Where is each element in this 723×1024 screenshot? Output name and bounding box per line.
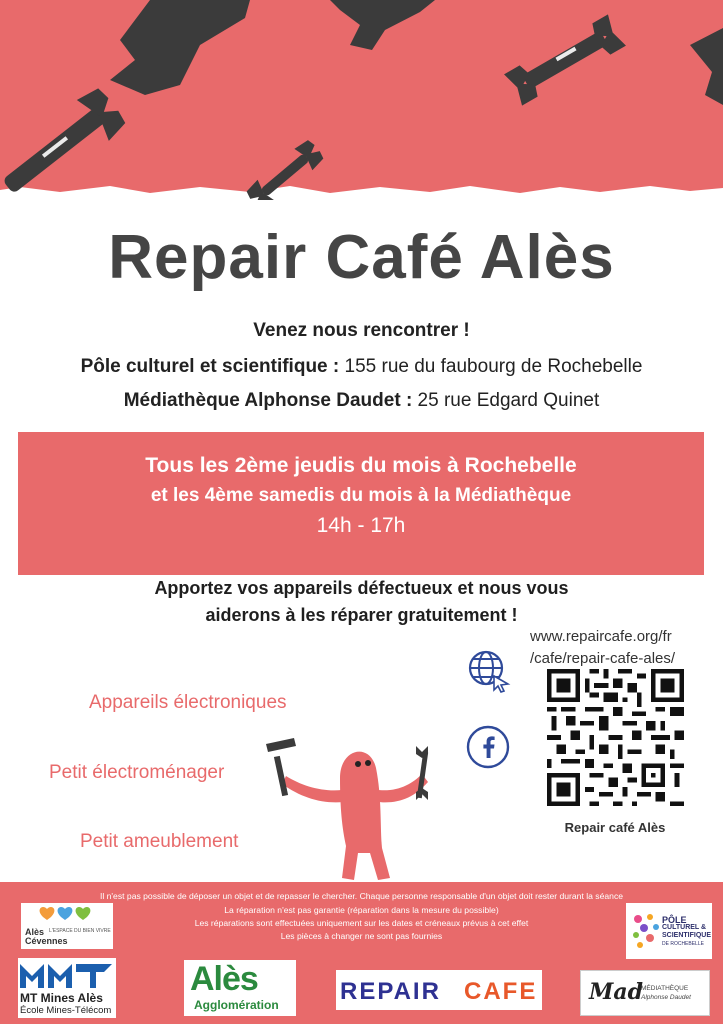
schedule-line-2: et les 4ème samedis du mois à la Médiathèque [150, 485, 572, 506]
address-pole-label: Pôle culturel et scientifique : [80, 356, 340, 377]
page-title: Repair Café Alès [108, 223, 615, 292]
intro-heading: Venez nous rencontrer ! [253, 320, 470, 341]
ales-agglo-logo-name: Alès [190, 960, 258, 998]
note-4: Les pièces à changer ne sont pas fournies [280, 931, 443, 941]
globe-cursor-icon[interactable] [466, 648, 512, 694]
website-url-line-2[interactable]: /cafe/repair-cafe-ales/ [530, 650, 676, 667]
pole-logo-line-1: PÔLE [662, 915, 687, 925]
ales-agglo-logo-sub: Agglomération [194, 998, 279, 1012]
mediatheque-logo-line-2: Alphonse Daudet [641, 994, 691, 1001]
ales-agglomeration-logo [184, 960, 296, 1016]
address-mediatheque-value: 25 rue Edgard Quinet [412, 390, 600, 411]
mediatheque-logo-line-1: MÉDIATHÈQUE [641, 985, 689, 992]
category-small-appliances: Petit électroménager [49, 762, 225, 783]
mediatheque-logo-mark: Mad [589, 979, 643, 1005]
ales-cevennes-logo [21, 903, 113, 949]
address-pole [0, 356, 723, 378]
ales-cevennes-logo-name: Alès [25, 927, 45, 937]
repair-cafe-logo-cafe: CAFE [464, 978, 538, 1005]
repair-cafe-logo-repair: REPAIR [340, 978, 441, 1005]
website-url-line-1[interactable]: www.repaircafe.org/fr [530, 628, 672, 645]
address-pole-value: 155 rue du faubourg de Rochebelle [339, 356, 643, 377]
pole-logo-line-3: SCIENTIFIQUE [662, 932, 712, 939]
category-electronics: Appareils électroniques [89, 692, 287, 713]
ales-cevennes-logo-tag: L'ESPACE DU BIEN VIVRE [49, 928, 111, 934]
note-2: La réparation n'est pas garantie (réparation dans la mesure du possible) [224, 905, 499, 915]
bring-line-2: aiderons à les réparer gratuitement ! [205, 605, 518, 625]
imt-mines-ales-logo [18, 958, 116, 1018]
qr-code[interactable] [547, 669, 684, 806]
imt-logo-line-1: MT Mines Alès [20, 991, 103, 1005]
ales-cevennes-logo-sub: Cévennes [25, 936, 68, 946]
bring-line-1: Apportez vos appareils défectueux et nous vous [154, 578, 569, 598]
mediatheque-logo [580, 970, 710, 1016]
header-wrench-banner [0, 0, 723, 200]
schedule-hours: 14h - 17h [316, 514, 406, 537]
qr-caption: Repair café Alès [564, 820, 666, 835]
note-1: Il n'est pas possible de déposer un objet et de repasser le chercher. Chaque personne responsable d'un objet doit rester durant la séance [99, 891, 624, 901]
pole-logo-line-4: DE ROCHEBELLE [662, 941, 704, 947]
schedule-banner [18, 432, 704, 575]
address-mediatheque [0, 390, 723, 412]
note-3: Les réparations sont effectuées uniquement sur les dates et créneaux prévus à cet effet [194, 918, 529, 928]
pole-culturel-logo [626, 903, 712, 959]
address-mediatheque-label: Médiathèque Alphonse Daudet : [123, 390, 413, 411]
repair-mascot-illustration [262, 728, 442, 888]
category-small-furniture: Petit ameublement [80, 831, 239, 852]
wrench-icon [416, 746, 428, 800]
pole-logo-line-2: CULTUREL & [662, 924, 707, 931]
repair-cafe-logo [336, 970, 542, 1010]
imt-logo-line-2: École Mines-Télécom [20, 1005, 112, 1016]
facebook-icon[interactable] [466, 725, 510, 769]
schedule-line-1: Tous les 2ème jeudis du mois à Rochebelle [145, 454, 577, 477]
